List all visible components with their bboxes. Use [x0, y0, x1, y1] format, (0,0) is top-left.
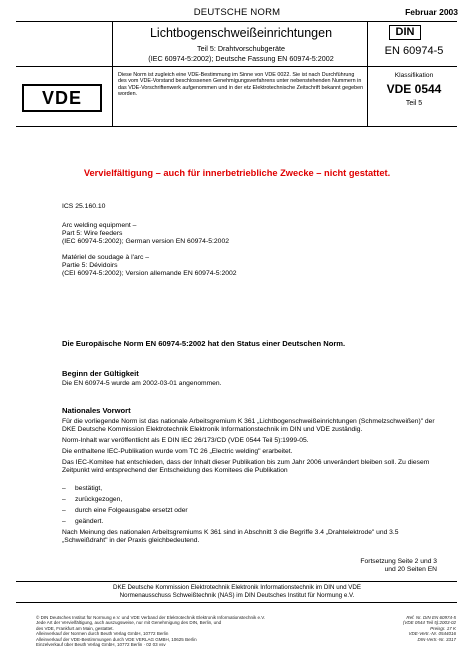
- title-divider-right: [367, 22, 368, 126]
- reference-line: VDE-Vertr.-Nr. 0544016: [408, 631, 456, 637]
- foreword-paragraph: Norm-Inhalt war veröffentlicht als E DIN IEC 26/173/CD (VDE 0544 Teil 5):1999-05.: [62, 437, 309, 444]
- list-item: [62, 518, 103, 525]
- french-title: [62, 254, 237, 279]
- document-reference: (IEC 60974-5:2002); Deutsche Fassung EN 60974-5:2002: [148, 54, 334, 63]
- vde-notice: Diese Norm ist zugleich eine VDE-Bestimmung im Sinne von VDE 0022. Sie ist nach Durchführung des vom VDE-Vorstand beschlossenen Genehmigungsverfahrens unter nebenstehenden Nummern in das VDE-Vorschriftenwerk aufgenommen und in der etz Elektrotechnische Zeitschrift bekannt gegeben worden.: [118, 72, 364, 97]
- list-item-text: geändert.: [75, 518, 104, 525]
- foreword-paragraph: Nach Meinung des nationalen Arbeitsgremiums K 361 sind in Abschnitt 3 die Begriffe 3.4 „Drahtelektrode" und 3.5 „Schweißdraht" in der Praxis gleichbedeutend.: [62, 529, 399, 545]
- copyright-block: [36, 615, 265, 647]
- classification-vde: VDE 0544: [386, 82, 442, 96]
- notice-bottom-rule: [16, 126, 457, 127]
- reference-line: Preisgr. 17 K: [430, 625, 456, 631]
- document-title: Lichtbogenschweißeinrichtungen: [149, 26, 333, 40]
- english-title-line: (IEC 60974-5:2002); German version EN 60974-5:2002: [62, 238, 229, 246]
- continuation-note: [360, 558, 437, 575]
- copyright-line: Einzelverkauf über Beuth Verlag GmbH, 10772 Berlin · 02 03 vsv: [36, 642, 166, 648]
- french-title-line: Matériel de soudage à l'arc –: [62, 254, 150, 261]
- ics-code: ICS 25.160.10: [62, 203, 106, 210]
- list-item: [62, 496, 122, 503]
- title-divider-left: [112, 22, 113, 66]
- reproduction-notice: Vervielfältigung – auch für innerbetriebliche Zwecke – nicht gestattet.: [83, 168, 391, 178]
- list-dash: –: [62, 496, 66, 503]
- copyright-line: Alleinverkauf der VDE-Bestimmungen durch VDE VERLAG GMBH, 10625 Berlin: [36, 636, 197, 642]
- reference-line: Ref. Nr. DIN EN 60974-5: [406, 615, 456, 620]
- title-block-bottom-rule: [16, 66, 457, 67]
- validity-text: Die EN 60974-5 wurde am 2002-03-01 angenommen.: [62, 380, 222, 387]
- header-rule: [16, 21, 457, 22]
- en-number: EN 60974-5: [384, 45, 444, 57]
- list-item: [62, 485, 102, 492]
- english-title-line: Arc welding equipment –: [62, 222, 137, 229]
- classification-teil: Teil 5: [405, 100, 423, 107]
- foreword-paragraph: Für die vorliegende Norm ist das nationale Arbeitsgremium K 361 „Lichtbogenschweißeinrichtungen (Schmelzschweißen)" der DKE Deutsche Kommission Elektrotechnik Elektronik Informationstechnik im DIN und VDE zuständig.: [62, 418, 435, 434]
- footer-top-rule: [16, 581, 457, 582]
- copyright-line: des VDE, Frankfurt am Main, gestattet.: [36, 625, 114, 631]
- reference-line: (VDE 0544 Teil 5):2003-02: [402, 620, 456, 626]
- dke-footer-line: DKE Deutsche Kommission Elektrotechnik Elektronik Informationstechnik im DIN und VDE: [113, 584, 361, 591]
- classification-label: Klassifikation: [394, 72, 434, 79]
- publication-date: Februar 2003: [405, 7, 458, 17]
- validity-heading: Beginn der Gültigkeit: [62, 369, 139, 378]
- french-title-line: (CEI 60974-5:2002); Version allemande EN 60974-5:2002: [62, 270, 237, 278]
- continuation-line: und 20 Seiten EN: [384, 566, 437, 574]
- din-mark: DIN: [389, 25, 421, 40]
- document-part: Teil 5: Drahtvorschubgeräte: [197, 44, 285, 53]
- list-item: [62, 507, 188, 514]
- reference-line: DIN-Vertr.-Nr. 3317: [417, 636, 456, 642]
- national-foreword-heading: Nationales Vorwort: [62, 406, 131, 415]
- status-statement: Die Europäische Norm EN 60974-5:2002 hat den Status einer Deutschen Norm.: [62, 339, 346, 348]
- footer-bottom-rule: [16, 602, 457, 603]
- copyright-line: Jede Art der Vervielfältigung, auch auszugsweise, nur mit Genehmigung des DIN, Berlin, und: [36, 620, 222, 626]
- vde-logo: VDE: [22, 84, 102, 112]
- list-item-text: zurückgezogen,: [75, 496, 123, 503]
- foreword-paragraph: Die enthaltene IEC-Publikation wurde vom TC 26 „Electric welding" erarbeitet.: [62, 448, 293, 455]
- reference-info: [403, 615, 456, 642]
- copyright-line: © DIN Deutsches Institut für Normung e.V. und VDE Verband der Elektrotechnik Elektronik Informationstechnik e.V.: [36, 615, 266, 620]
- french-title-line: Partie 5: Dévidoirs: [62, 262, 118, 270]
- norm-label: DEUTSCHE NORM: [193, 7, 281, 18]
- continuation-line: Fortsetzung Seite 2 und 3: [360, 558, 437, 565]
- copyright-line: Alleinverkauf der Normen durch Beuth Verlag GmbH, 10772 Berlin: [36, 631, 169, 637]
- list-dash: –: [62, 485, 66, 492]
- english-title: [62, 222, 229, 247]
- list-item-text: durch eine Folgeausgabe ersetzt oder: [75, 507, 188, 514]
- logo-divider: [112, 66, 113, 126]
- list-dash: –: [62, 507, 66, 514]
- english-title-line: Part 5: Wire feeders: [62, 230, 123, 238]
- foreword-paragraph: Das IEC-Komitee hat entschieden, dass der Inhalt dieser Publikation bis zum Jahr 2006 unverändert bleiben soll. Zu diesem Zeitpunkt wird entsprechend der Entscheidung des Komitees die Publikation: [62, 459, 430, 475]
- dke-footer-line: Normenausschuss Schweißtechnik (NAS) im DIN Deutsches Institut für Normung e.V.: [119, 591, 355, 599]
- list-item-text: bestätigt,: [75, 485, 103, 492]
- dke-footer: [0, 584, 474, 599]
- list-dash: –: [62, 518, 66, 525]
